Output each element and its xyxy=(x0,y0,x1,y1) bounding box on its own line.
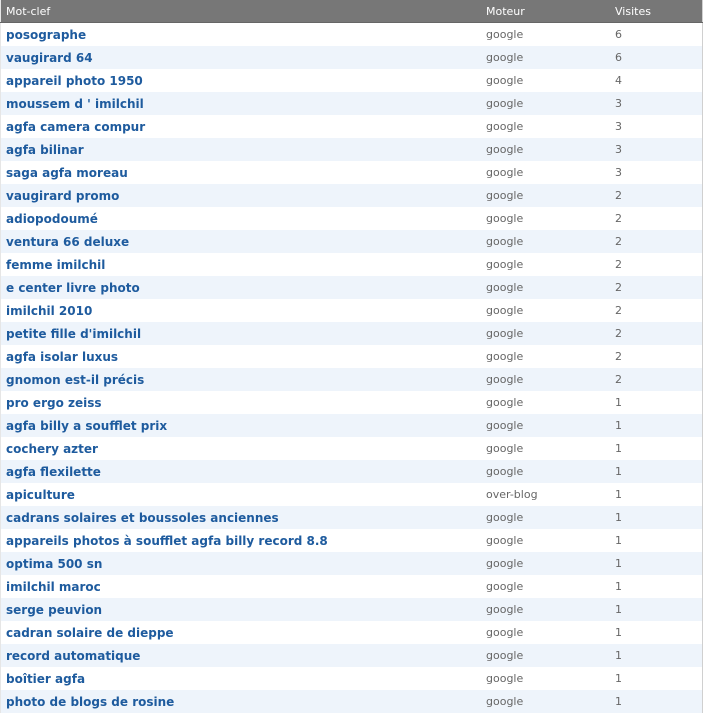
keyword-link[interactable]: appareil photo 1950 xyxy=(6,73,143,88)
visits-cell: 1 xyxy=(610,690,703,713)
keyword-cell xyxy=(1,322,482,345)
keyword-cell xyxy=(1,69,482,92)
keyword-cell xyxy=(1,598,482,621)
table-row xyxy=(1,161,703,184)
engine-cell: google xyxy=(481,667,610,690)
engine-cell: google xyxy=(481,598,610,621)
keyword-cell xyxy=(1,506,482,529)
visits-cell: 1 xyxy=(610,483,703,506)
engine-cell: google xyxy=(481,23,610,47)
keyword-cell xyxy=(1,667,482,690)
table-row xyxy=(1,414,703,437)
keyword-link[interactable]: saga agfa moreau xyxy=(6,165,128,180)
table-row xyxy=(1,138,703,161)
keyword-cell xyxy=(1,207,482,230)
visits-cell: 6 xyxy=(610,46,703,69)
engine-cell: google xyxy=(481,138,610,161)
engine-cell: google xyxy=(481,575,610,598)
table-row xyxy=(1,69,703,92)
table-row xyxy=(1,667,703,690)
table-row xyxy=(1,253,703,276)
visits-cell: 2 xyxy=(610,276,703,299)
engine-cell: google xyxy=(481,506,610,529)
keyword-cell xyxy=(1,184,482,207)
table-row xyxy=(1,621,703,644)
visits-cell: 1 xyxy=(610,529,703,552)
visits-cell: 1 xyxy=(610,414,703,437)
engine-cell: google xyxy=(481,414,610,437)
table-row xyxy=(1,529,703,552)
table-row xyxy=(1,207,703,230)
keyword-link[interactable]: serge peuvion xyxy=(6,602,103,617)
visits-cell: 3 xyxy=(610,115,703,138)
table-row xyxy=(1,184,703,207)
visits-cell: 2 xyxy=(610,322,703,345)
table-row xyxy=(1,391,703,414)
engine-cell: google xyxy=(481,529,610,552)
visits-cell: 2 xyxy=(610,207,703,230)
table-row xyxy=(1,23,703,47)
keyword-link[interactable]: moussem d ' imilchil xyxy=(6,96,144,111)
visits-cell: 6 xyxy=(610,23,703,47)
keyword-cell xyxy=(1,437,482,460)
keyword-cell xyxy=(1,644,482,667)
table-row xyxy=(1,575,703,598)
keyword-link[interactable]: e center livre photo xyxy=(6,280,140,295)
visits-cell: 4 xyxy=(610,69,703,92)
keyword-link[interactable]: photo de blogs de rosine xyxy=(6,694,175,709)
engine-cell: google xyxy=(481,391,610,414)
table-row xyxy=(1,322,703,345)
engine-cell: google xyxy=(481,253,610,276)
header-row xyxy=(1,0,703,23)
keyword-cell xyxy=(1,345,482,368)
engine-cell: google xyxy=(481,322,610,345)
engine-cell: google xyxy=(481,299,610,322)
keyword-cell xyxy=(1,621,482,644)
visits-cell: 1 xyxy=(610,644,703,667)
keyword-link[interactable]: optima 500 sn xyxy=(6,556,103,571)
keyword-cell xyxy=(1,391,482,414)
table-body xyxy=(1,23,703,713)
visits-cell: 1 xyxy=(610,460,703,483)
keyword-link[interactable]: boîtier agfa xyxy=(6,671,86,686)
keyword-link[interactable]: agfa isolar luxus xyxy=(6,349,119,364)
keyword-link[interactable]: agfa flexilette xyxy=(6,464,101,479)
table-row xyxy=(1,46,703,69)
engine-cell: google xyxy=(481,207,610,230)
engine-cell: google xyxy=(481,69,610,92)
visits-cell: 1 xyxy=(610,552,703,575)
keyword-link[interactable]: posographe xyxy=(6,27,87,42)
keyword-link[interactable]: gnomon est-il précis xyxy=(6,372,145,387)
table-row xyxy=(1,345,703,368)
table-row xyxy=(1,368,703,391)
visits-cell: 1 xyxy=(610,667,703,690)
keyword-cell xyxy=(1,529,482,552)
keyword-link[interactable]: cochery azter xyxy=(6,441,98,456)
visits-cell: 1 xyxy=(610,621,703,644)
keyword-cell xyxy=(1,690,482,713)
visits-cell: 2 xyxy=(610,253,703,276)
table-row xyxy=(1,506,703,529)
visits-cell: 1 xyxy=(610,437,703,460)
visits-cell: 1 xyxy=(610,506,703,529)
engine-cell: google xyxy=(481,644,610,667)
table-row xyxy=(1,460,703,483)
keyword-cell xyxy=(1,299,482,322)
keyword-cell xyxy=(1,23,482,47)
engine-cell: google xyxy=(481,184,610,207)
column-header-engine[interactable]: Moteur xyxy=(481,0,610,23)
table-row xyxy=(1,299,703,322)
keyword-link[interactable]: vaugirard 64 xyxy=(6,50,93,65)
engine-cell: google xyxy=(481,230,610,253)
keyword-link[interactable]: pro ergo zeiss xyxy=(6,395,102,410)
table-row xyxy=(1,230,703,253)
table-row xyxy=(1,437,703,460)
engine-cell: over-blog xyxy=(481,483,610,506)
keyword-link[interactable]: appareils photos à soufflet agfa billy record 8.8 xyxy=(6,533,328,548)
keyword-link[interactable]: ventura 66 deluxe xyxy=(6,234,130,249)
visits-cell: 2 xyxy=(610,368,703,391)
keyword-link[interactable]: cadrans solaires et boussoles anciennes xyxy=(6,510,279,525)
keyword-link[interactable]: femme imilchil xyxy=(6,257,106,272)
keyword-cell xyxy=(1,161,482,184)
keyword-link[interactable]: apiculture xyxy=(6,487,75,502)
keyword-cell xyxy=(1,276,482,299)
keyword-cell xyxy=(1,460,482,483)
table-row xyxy=(1,276,703,299)
table-row xyxy=(1,690,703,713)
table-row xyxy=(1,115,703,138)
engine-cell: google xyxy=(481,690,610,713)
engine-cell: google xyxy=(481,460,610,483)
keyword-cell xyxy=(1,253,482,276)
table-row xyxy=(1,483,703,506)
visits-cell: 3 xyxy=(610,161,703,184)
visits-cell: 2 xyxy=(610,345,703,368)
visits-cell: 3 xyxy=(610,92,703,115)
column-header-keyword[interactable]: Mot-clef xyxy=(1,0,482,23)
keyword-cell xyxy=(1,414,482,437)
visits-cell: 1 xyxy=(610,391,703,414)
keyword-cell xyxy=(1,92,482,115)
engine-cell: google xyxy=(481,115,610,138)
keyword-cell xyxy=(1,575,482,598)
visits-cell: 3 xyxy=(610,138,703,161)
keyword-link[interactable]: agfa bilinar xyxy=(6,142,84,157)
engine-cell: google xyxy=(481,552,610,575)
keyword-cell xyxy=(1,483,482,506)
table-row xyxy=(1,598,703,621)
visits-cell: 1 xyxy=(610,575,703,598)
table-row xyxy=(1,92,703,115)
visits-cell: 2 xyxy=(610,299,703,322)
engine-cell: google xyxy=(481,368,610,391)
engine-cell: google xyxy=(481,161,610,184)
visits-cell: 1 xyxy=(610,598,703,621)
keyword-cell xyxy=(1,552,482,575)
engine-cell: google xyxy=(481,345,610,368)
keyword-link[interactable]: cadran solaire de dieppe xyxy=(6,625,174,640)
keyword-cell xyxy=(1,368,482,391)
keyword-link[interactable]: petite fille d'imilchil xyxy=(6,326,142,341)
keyword-link[interactable]: record automatique xyxy=(6,648,141,663)
engine-cell: google xyxy=(481,46,610,69)
keyword-cell xyxy=(1,115,482,138)
keyword-cell xyxy=(1,138,482,161)
visits-cell: 2 xyxy=(610,184,703,207)
column-header-visits[interactable]: Visites xyxy=(610,0,703,23)
keyword-cell xyxy=(1,46,482,69)
keyword-link[interactable]: adiopodoumé xyxy=(6,211,98,226)
engine-cell: google xyxy=(481,92,610,115)
table-header xyxy=(1,0,703,23)
engine-cell: google xyxy=(481,437,610,460)
keyword-link[interactable]: agfa camera compur xyxy=(6,119,146,134)
visits-cell: 2 xyxy=(610,230,703,253)
keyword-link[interactable]: vaugirard promo xyxy=(6,188,120,203)
table-row xyxy=(1,552,703,575)
table-row xyxy=(1,644,703,667)
keyword-link[interactable]: imilchil 2010 xyxy=(6,303,93,318)
keyword-link[interactable]: imilchil maroc xyxy=(6,579,101,594)
keyword-link[interactable]: agfa billy a soufflet prix xyxy=(6,418,168,433)
engine-cell: google xyxy=(481,621,610,644)
engine-cell: google xyxy=(481,276,610,299)
keyword-cell xyxy=(1,230,482,253)
